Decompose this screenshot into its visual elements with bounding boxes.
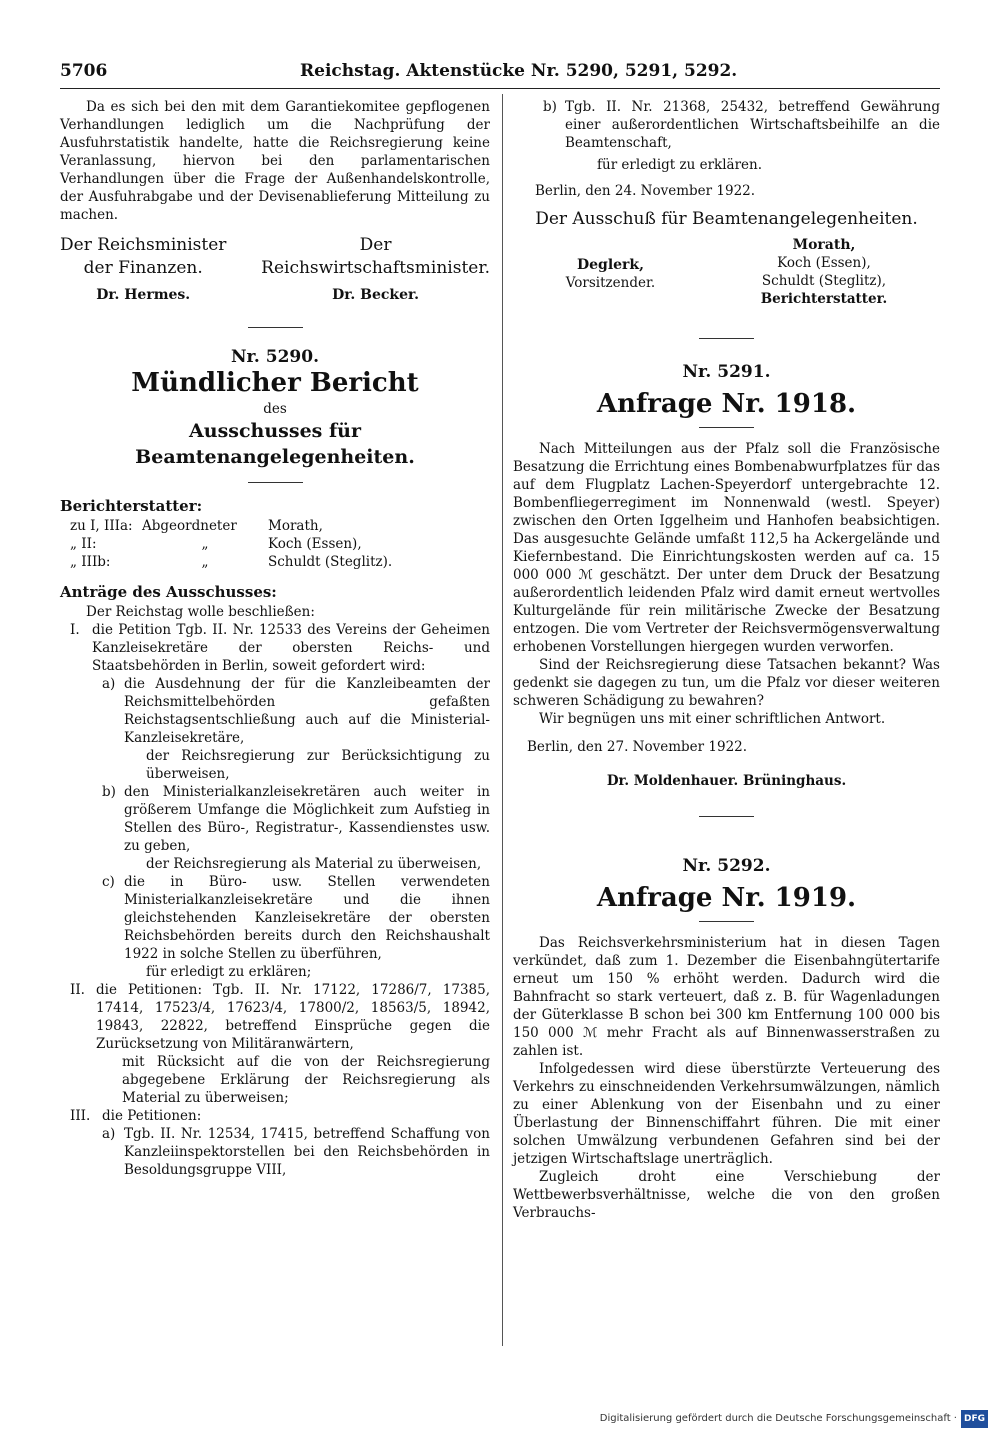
- item-verdict: für erledigt zu erklären.: [597, 157, 763, 173]
- item-mark: c): [102, 874, 115, 890]
- reporter-key: „ II:: [70, 536, 97, 552]
- item-text: Tgb. II. Nr. 21368, 25432, betreffend Gewährung einer außerordentlichen Wirtschaftsbeihilfe an die Beamtenschaft,: [565, 99, 940, 151]
- reporter-role: Berichterstatter.: [760, 291, 888, 307]
- motion-item-Ic: [60, 873, 490, 963]
- inquiry-1919-paragraph-3: Zugleich droht eine Verschiebung der Wettbewerbsverhältnisse, welche die von den großen Verbrauchs-: [513, 1169, 940, 1221]
- reporter-sig-1: Morath,: [792, 237, 856, 253]
- ministers-signatures: [60, 234, 490, 307]
- sig-left-line1: Der Reichsminister: [60, 235, 227, 255]
- sig-left-line2: der Finanzen.: [83, 258, 203, 278]
- item-mark: b): [543, 99, 557, 115]
- chair-name: Deglerk,: [576, 257, 644, 273]
- motions-intro: Der Reichstag wolle beschließen:: [86, 604, 315, 620]
- separator-rule: [699, 921, 754, 922]
- item-mark: b): [102, 784, 116, 800]
- running-title: Reichstag. Aktenstücke Nr. 5290, 5291, 5292.: [300, 61, 738, 81]
- date-line: Berlin, den 27. November 1922.: [527, 739, 748, 755]
- reporter-name: Koch (Essen),: [268, 536, 362, 552]
- separator-rule: [699, 816, 754, 817]
- inquiry-1918-paragraph-3: Wir begnügen uns mit einer schriftlichen Antwort.: [539, 711, 886, 727]
- motion-item-IIIa: [60, 1125, 490, 1179]
- motion-item-Ia: [60, 675, 490, 747]
- date-line: Berlin, den 24. November 1922.: [535, 183, 756, 199]
- credit-text: Digitalisierung gefördert durch die Deutsche Forschungsgemeinschaft ·: [599, 1413, 957, 1424]
- item-mark: III.: [70, 1108, 91, 1124]
- item-text: die in Büro- usw. Stellen verwendeten Ministerialkanzleisekretäre und die ihnen gleichstehenden Kanzleisekretäre der obersten Reichsbehörden bereits durch den Reichshaushalt 1922 in solche Stellen zu überführen,: [124, 874, 490, 962]
- reporter-name: Morath,: [268, 518, 323, 534]
- page-header: [60, 62, 940, 88]
- item-mark: a): [102, 676, 116, 692]
- reporter-row: [70, 517, 490, 535]
- reporter-row: [70, 553, 490, 571]
- nr-5290-label: Nr. 5290.: [230, 347, 319, 367]
- item-text: die Ausdehnung der für die Kanzleibeamten der Reichsmittelbehörden gefaßten Reichstagsentschließung auch auf die Ministerial-Kanzleisekretäre,: [124, 676, 490, 746]
- report-title: Mündlicher Bericht: [131, 368, 419, 398]
- sig-right-name: Dr. Becker.: [332, 287, 419, 303]
- left-column: [60, 98, 490, 1179]
- reporters-signature: [761, 236, 887, 308]
- reporter-role: Abgeordneter: [142, 518, 237, 534]
- reporter-role: „: [201, 536, 209, 552]
- sig-right-line2: Reichswirtschaftsminister.: [261, 258, 490, 278]
- item-verdict: der Reichsregierung als Material zu überweisen,: [146, 856, 482, 872]
- inquiry-1918-title: Anfrage Nr. 1918.: [596, 389, 857, 419]
- item-text: die Petition Tgb. II. Nr. 12533 des Vereins der Geheimen Kanzleisekretäre der obersten Reichs- und Staatsbehörden in Berlin, soweit gefordert wird:: [92, 622, 490, 674]
- chair-signature: [566, 236, 655, 308]
- committee-signatures: [513, 236, 940, 308]
- finance-minister-signature: [60, 234, 226, 307]
- item-mark: I.: [70, 622, 80, 638]
- inquiry-1918-paragraph-1: Nach Mitteilungen aus der Pfalz soll die Französische Besatzung die Errichtung eines Bombenabwurfplatzes für das auf dem Flugplatz Lachen-Speyerdorf untergebrachte 12. Bombenfliegerregiment im Nonnenwald (westl. Speyer) zwischen den Orten Iggelheim und Hanhofen beabsichtigen. Das ausgesuchte Gelände umfaßt 112,5 ha Ackergelände und Kiefernbestand. Die Einrichtungskosten werden auf ca. 15 000 000 ℳ geschätzt. Der unter dem Druck der Besatzung außerordentlich leidenden Pfalz wird damit erneut wertvolles Kulturgelände für rein militärische Zwecke der Besatzung entzogen. Die vom Vertreter der Reichsvermögensverwaltung erhobenen Vorstellungen hiergegen wurden verworfen.: [513, 441, 940, 655]
- header-rule: [60, 88, 940, 89]
- item-mark: II.: [70, 982, 85, 998]
- report-subtitle: Ausschusses für Beamtenangelegenheiten.: [135, 420, 415, 468]
- reporters-list: [60, 517, 490, 571]
- separator-rule: [699, 427, 754, 428]
- inquiry-1919-title: Anfrage Nr. 1919.: [596, 883, 857, 913]
- motion-item-Ib: [60, 783, 490, 855]
- sig-right-line1: Der: [359, 235, 392, 255]
- motion-item-IIIb: [513, 98, 940, 152]
- item-verdict: für erledigt zu erklären;: [146, 964, 312, 980]
- reporter-row: [70, 535, 490, 553]
- report-title-des: des: [263, 401, 287, 417]
- motion-item-I: [60, 621, 490, 675]
- committee-name: Der Ausschuß für Beamtenangelegenheiten.: [535, 209, 918, 229]
- inquiry-1919-paragraph-2: Infolgedessen wird diese überstürzte Verteuerung des Verkehrs zu einschneidenden Verkehrsumwälzungen, nämlich zu einer Ablenkung von der Eisenbahn und zu einer Überlastung der Binnenschiffahrt führen. Die mit einer solchen Umwälzung verbundenen Gefahren sind bei der jetzigen Wirtschaftslage unerträglich.: [513, 1061, 940, 1167]
- chair-role: Vorsitzender.: [565, 275, 656, 291]
- separator-rule: [248, 327, 303, 328]
- item-text: den Ministerialkanzleisekretären auch weiter in größerem Umfange die Möglichkeit zum Aufstieg in Stellen des Büro-, Registratur-, Kassendienstes usw. zu geben,: [124, 784, 490, 854]
- reporters-heading: Berichterstatter:: [60, 497, 203, 515]
- separator-rule: [248, 482, 303, 483]
- inquiry-1918-signers: Dr. Moldenhauer. Brüninghaus.: [606, 773, 847, 789]
- reporter-sig-3: Schuldt (Steglitz),: [761, 273, 887, 289]
- item-mark: a): [102, 1126, 116, 1142]
- reporter-key: zu I, IIIa:: [70, 518, 133, 534]
- nr-5291-label: Nr. 5291.: [682, 362, 771, 382]
- item-verdict: der Reichsregierung zur Berücksichtigung zu überweisen,: [146, 748, 490, 782]
- item-text: die Petitionen: Tgb. II. Nr. 17122, 17286/7, 17385, 17414, 17523/4, 17623/4, 17800/2, 18563/5, 18942, 19843, 22822, betreffend Einsprüche gegen die Zurücksetzung von Militäranwärtern,: [96, 982, 490, 1052]
- motion-item-III: [60, 1107, 490, 1125]
- reporter-role: „: [201, 554, 209, 570]
- right-column: [513, 98, 940, 1222]
- item-verdict: mit Rücksicht auf die von der Reichsregierung abgegebene Erklärung der Reichsregierung als Material zu überweisen;: [122, 1054, 490, 1106]
- sig-left-name: Dr. Hermes.: [96, 287, 191, 303]
- dfg-logo-icon: DFG: [961, 1410, 988, 1428]
- reporter-name: Schuldt (Steglitz).: [268, 554, 393, 570]
- item-text: Tgb. II. Nr. 12534, 17415, betreffend Schaffung von Kanzleiinspektorstellen bei den Reichsbehörden in Besoldungsgruppe VIII,: [124, 1126, 490, 1178]
- inquiry-1919-paragraph-1: Das Reichsverkehrsministerium hat in diesen Tagen verkündet, daß zum 1. Dezember die Eisenbahngütertarife erneut um 150 % erhöht werden. Dadurch wird die Bahnfracht so stark verteuert, daß z. B. für Wagenladungen der Güterklasse B schon bei 300 km Entfernung 100 000 bis 150 000 ℳ mehr Fracht als auf Binnenwasserstraßen zu zahlen ist.: [513, 935, 940, 1059]
- item-text: die Petitionen:: [102, 1108, 202, 1124]
- motion-item-II: [60, 981, 490, 1053]
- column-divider: [502, 94, 503, 1346]
- motions-heading: Anträge des Ausschusses:: [60, 583, 277, 601]
- reporter-key: „ IIIb:: [70, 554, 111, 570]
- separator-rule: [699, 338, 754, 339]
- reporter-sig-2: Koch (Essen),: [777, 255, 871, 271]
- inquiry-1918-paragraph-2: Sind der Reichsregierung diese Tatsachen bekannt? Was gedenkt sie dagegen zu tun, um die Pfalz vor dieser weiteren schweren Schädigung zu bewahren?: [513, 657, 940, 709]
- digitization-credit: [600, 1410, 988, 1428]
- page-number: 5706: [60, 61, 108, 81]
- economics-minister-signature: [261, 234, 490, 307]
- intro-paragraph: Da es sich bei den mit dem Garantiekomitee gepflogenen Verhandlungen lediglich um die Nachprüfung der Ausfuhrstatistik handelte, hatte die Reichsregierung keine Veranlassung, hiervon bei den parlamentarischen Verhandlungen über die Frage der Außenhandelskontrolle, der Ausfuhrabgabe und der Devisenablieferung Mitteilung zu machen.: [60, 99, 490, 223]
- nr-5292-label: Nr. 5292.: [682, 856, 771, 876]
